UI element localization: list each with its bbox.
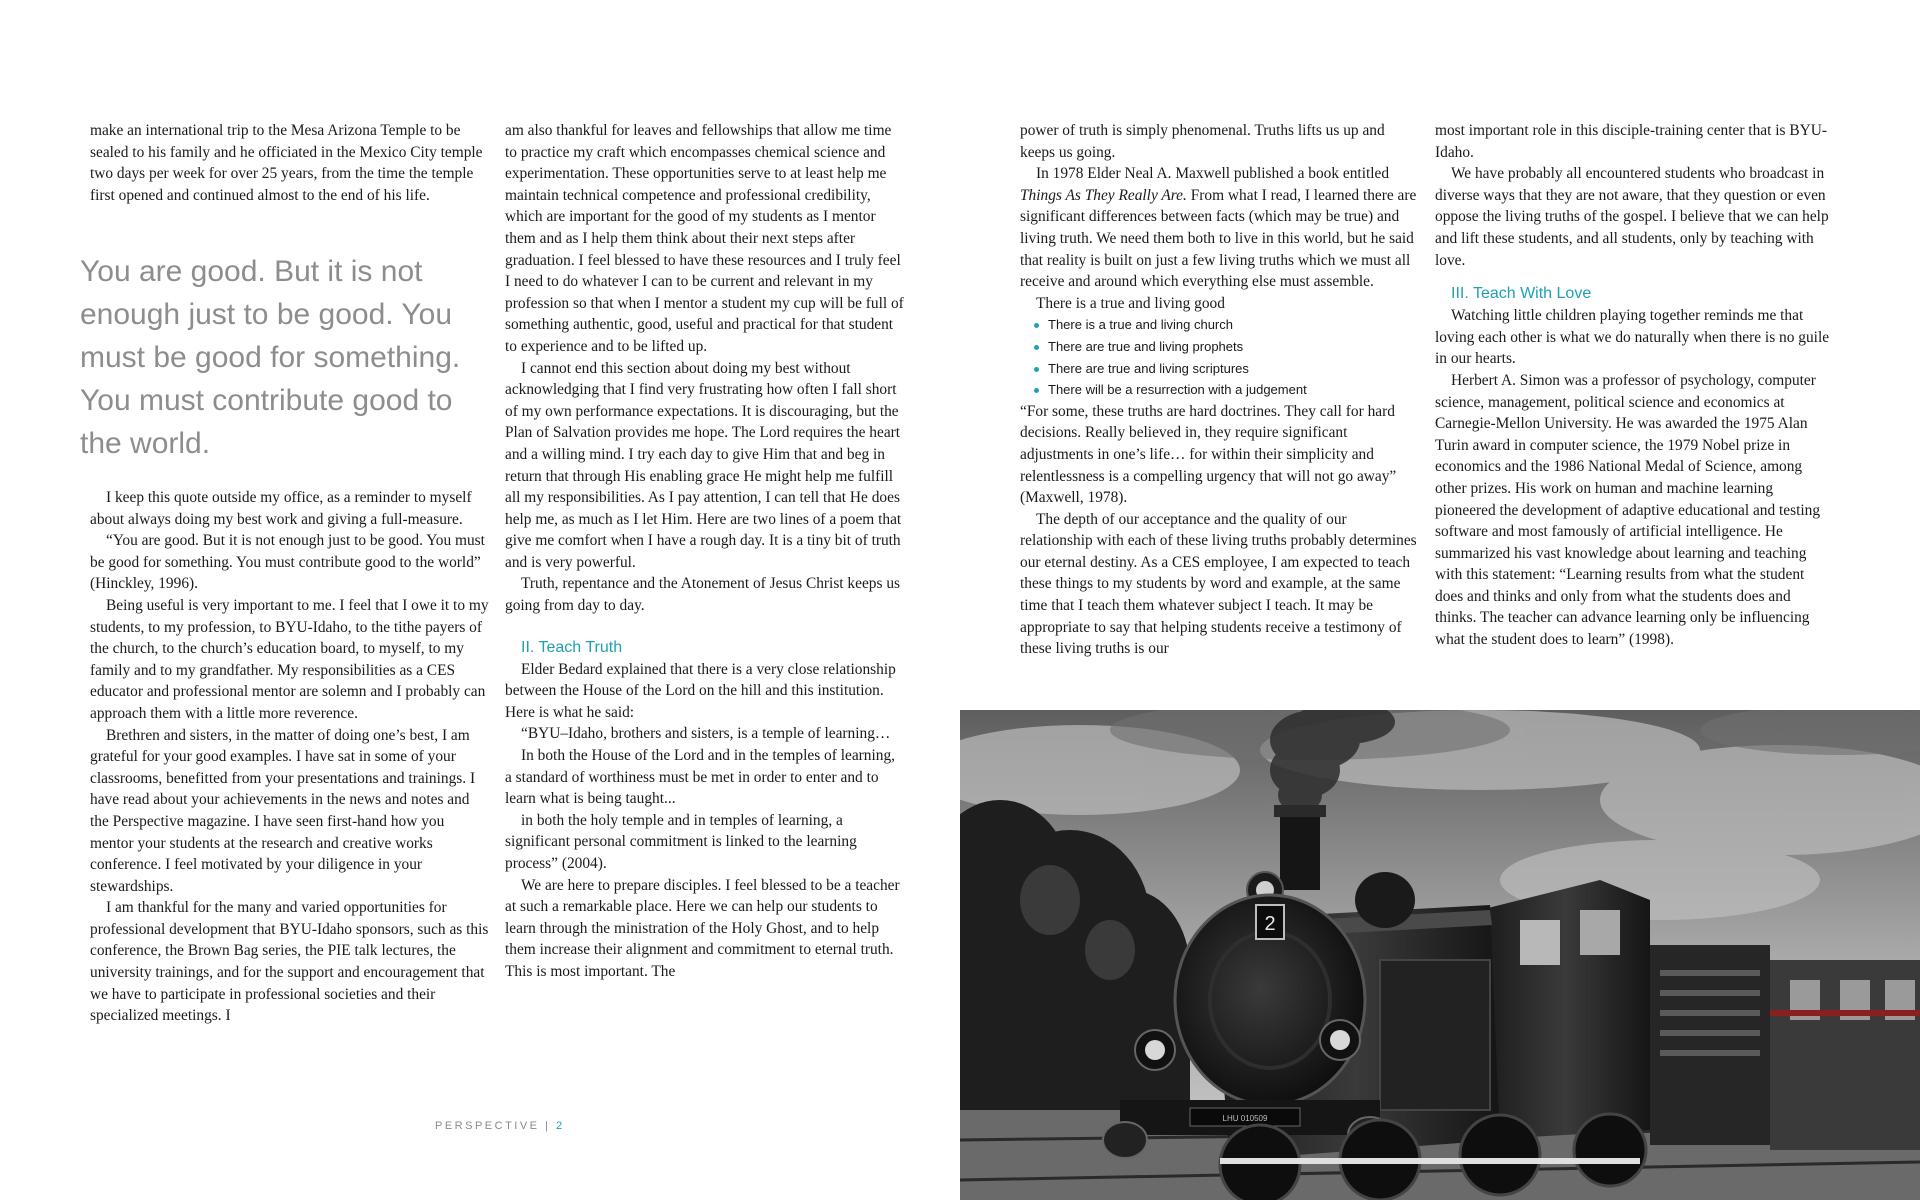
- paragraph: make an international trip to the Mesa Arizona Temple to be sealed to his family and he officiated in the Mexico City temple two days per week for over 25 years, from the time the temple first opened and continued almost to the end of his life.: [90, 122, 483, 204]
- list-item: There are true and living prophets: [1020, 336, 1420, 358]
- paragraph: “BYU–Idaho, brothers and sisters, is a temple of learning…: [521, 725, 891, 743]
- paragraph: In 1978 Elder Neal A. Maxwell published a book entitled Things As They Really Are. From what I read, I learned there are significant differences between facts (which may be true) and living truth. We need them both to live in this world, but he said that reality is built on just a few living truths which we must all receive and around which everything else must assemble.: [1020, 165, 1417, 291]
- locomotive-illustration: [960, 710, 1920, 1200]
- pull-quote-text: You are good. But it is not enough just to be good. You must be good for something. You must contribute good to the world.: [80, 255, 461, 460]
- chimney: [1280, 810, 1320, 890]
- paragraph: In both the House of the Lord and in the temples of learning, a standard of worthiness must be met in order to enter and to learn what is being taught...: [505, 747, 895, 808]
- rear-cars: [1650, 945, 1920, 1150]
- paragraph: We are here to prepare disciples. I feel blessed to be a teacher at such a remarkable place. Here we can help our students to learn through the ministration of the Holy Ghost, and to help them increase their alignment and commitment to eternal truth. This is most important. The: [505, 876, 900, 980]
- column-3: [1020, 120, 1420, 660]
- paragraph: “You are good. But it is not enough just to be good. You must be good for something. You must contribute good to the world” (Hinckley, 1996).: [90, 532, 485, 593]
- pull-quote: [80, 250, 500, 465]
- paragraph: There is a true and living good: [1036, 294, 1225, 312]
- book-title: Things As They Really Are.: [1020, 186, 1187, 204]
- paragraph: Brethren and sisters, in the matter of doing one’s best, I am grateful for your good examples. I have sat in some of your classrooms, benefitted from your presentations and trainings. I have read about your achievements in the news and notes and the Perspective magazine. I have seen first-hand how you mentor your students at the research and creative works conference. I feel motivated by your diligence in your stewardships.: [90, 726, 476, 895]
- section-heading: III. Teach With Love: [1451, 285, 1592, 303]
- magazine-name: PERSPECTIVE: [435, 1120, 540, 1132]
- paragraph: Elder Bedard explained that there is a very close relationship between the House of the Lord on the hill and this institution. Here is what he said:: [505, 660, 896, 721]
- paragraph: Truth, repentance and the Atonement of Jesus Christ keeps us going from day to day.: [505, 575, 901, 615]
- paragraph: most important role in this disciple-training center that is BYU-Idaho.: [1435, 122, 1827, 161]
- paragraph: I cannot end this section about doing my best without acknowledging that I find very frustrating how often I fall short of my own performance expectations. It is discouraging, but the Plan of Salvation provides me hope. The Lord requires the heart and a willing mind. I try each day to give Him that and beg in return that through His enabling grace He might help me fulfill all my responsibilities. As I pay attention, I can tell that He does help me, as much as I let Him. Here are two lines of a poem that give me comfort when I have a rough day. It is a tiny bit of truth and is very powerful.: [505, 359, 902, 571]
- list-item: There are true and living scriptures: [1020, 358, 1420, 380]
- paragraph: I keep this quote outside my office, as a reminder to myself about always doing my best work and giving a full-measure.: [90, 489, 472, 528]
- locomotive-photo: [960, 710, 1920, 1200]
- paragraph: I am thankful for the many and varied opportunities for professional development that BYU-Idaho sponsors, such as this conference, the Brown Bag series, the PIE talk lectures, the university trainings, and for the support and encouragement that we have to participate in professional societies and their specialized meetings. I: [90, 899, 489, 1025]
- paragraph: The depth of our acceptance and the quality of our relationship with each of these living truths probably determines our eternal destiny. As a CES employee, I am expected to teach these things to my students by word and example, at the same time that I teach them whatever subject I teach. It may be appropriate to say that helping students receive a testimony of these living truths is our: [1020, 510, 1417, 658]
- page-number: 2: [556, 1120, 565, 1132]
- page-folio: PERSPECTIVE | 2: [435, 1120, 565, 1132]
- column-2: [505, 120, 905, 983]
- paragraph: We have probably all encountered students who broadcast in diverse ways that they are not aware, that they question or even oppose the living truths of the gospel. I believe that we can help and lift these students, and all students, only by teaching with love.: [1435, 165, 1829, 269]
- column-1: [90, 120, 490, 206]
- paragraph: in both the holy temple and in temples of learning, a significant personal commitment is linked to the learning process” (2004).: [505, 811, 857, 872]
- cab: [1480, 880, 1650, 1140]
- truths-list: [1020, 314, 1420, 400]
- svg-text:2: 2: [1264, 913, 1276, 935]
- paragraph: power of truth is simply phenomenal. Truths lifts us up and keeps us going.: [1020, 122, 1385, 161]
- paragraph: Watching little children playing together reminds me that loving each other is what we do naturally when there is no guile in our hearts.: [1435, 307, 1830, 368]
- paragraph: am also thankful for leaves and fellowships that allow me time to practice my craft which encompasses chemical science and experimentation. These opportunities serve to at least help me maintain technical competence and professional credibility, which are important for the good of my students as I mentor them and as I help them think about their next steps after graduation. I feel blessed to have these resources and I truly feel I need to do whatever I can to be current and relevant in my profession so that when I mentor a student my cup will be full of something authentic, good, useful and practical for that student to experience and to be lifted up.: [505, 122, 904, 355]
- column-4: [1435, 120, 1835, 651]
- section-heading: II. Teach Truth: [521, 638, 623, 656]
- paragraph: Herbert A. Simon was a professor of psychology, computer science, management, political science and economics at Carnegie-Mellon University. He was awarded the 1975 Alan Turin award in computer science, the 1979 Nobel prize in economics and the 1986 National Medal of Science, among other prizes. His work on human and machine learning pioneered the development of adaptive educational and testing software and most famously of artificial intelligence. He summarized his vast knowledge about learning and teaching with this statement: “Learning results from what the student does and thinks and only from what the students does and thinks. The teacher can advance learning only be influencing what the student does to learn” (1998).: [1435, 371, 1821, 649]
- paragraph: “For some, these truths are hard doctrines. They call for hard decisions. Really believed in, they require significant adjustments in one’s life… for within their simplicity and relentlessness is a compelling urgency that will not go away” (Maxwell, 1978).: [1020, 402, 1397, 507]
- column-1-continued: [90, 487, 490, 1027]
- list-item: There is a true and living church: [1020, 314, 1420, 336]
- svg-text:LHU 010509: LHU 010509: [1222, 1114, 1268, 1123]
- paragraph: Being useful is very important to me. I feel that I owe it to my students, to my profession, to BYU-Idaho, to the tithe payers of the church, to the church’s education board, to myself, to my family and to my grandfather. My responsibilities as a CES educator and professional mentor are solemn and I probably can approach them with a little more reverence.: [90, 596, 489, 722]
- list-item: There will be a resurrection with a judgement: [1020, 379, 1420, 401]
